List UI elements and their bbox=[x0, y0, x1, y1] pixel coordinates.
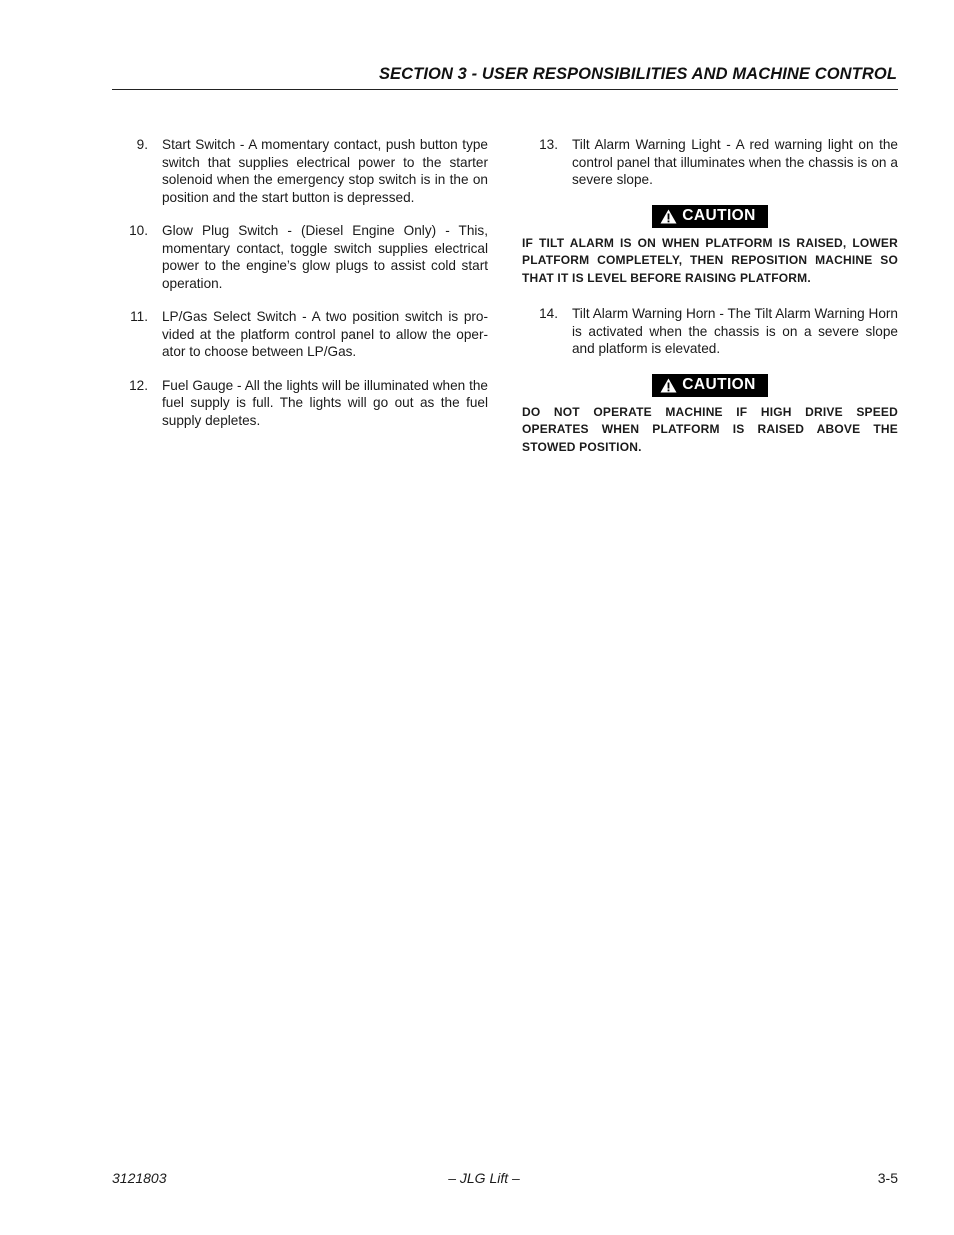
caution-block bbox=[522, 374, 898, 457]
caution-label: CAUTION bbox=[682, 207, 756, 224]
caution-badge bbox=[652, 374, 767, 397]
left-column bbox=[126, 136, 488, 445]
item-number: 14. bbox=[539, 306, 558, 321]
footer-page-number: 3-5 bbox=[877, 1170, 898, 1186]
caution-block bbox=[522, 205, 898, 288]
item-number: 10. bbox=[129, 223, 148, 238]
right-column bbox=[522, 136, 898, 474]
caution-badge-wrap bbox=[522, 205, 898, 229]
caution-text: DO NOT OPERATE MACHINE IF HIGH DRIVE SPEED OPERATES WHEN PLATFORM IS RAISED ABOVE THE STOWED POSITION. bbox=[522, 404, 898, 454]
warning-triangle-icon bbox=[660, 209, 677, 224]
list-item bbox=[126, 308, 488, 361]
item-number: 13. bbox=[539, 137, 558, 152]
list-item bbox=[536, 136, 898, 189]
item-text: Start Switch - A momentary contact, push button type switch that supplies electrical power to the starter solenoid when the emergency stop switch is in the on position and the start button is depressed. bbox=[162, 137, 488, 205]
caution-badge bbox=[652, 205, 767, 228]
footer-brand: – JLG Lift – bbox=[448, 1170, 520, 1186]
list-item bbox=[126, 377, 488, 430]
list-item bbox=[126, 222, 488, 292]
caution-text: IF TILT ALARM IS ON WHEN PLATFORM IS RAISED, LOWER PLATFORM COMPLETELY, THEN REPOSITION MACHINE SO THAT IT IS LEVEL BEFORE RAISING PLATFORM. bbox=[522, 235, 898, 285]
page-header-title: SECTION 3 - USER RESPONSIBILITIES AND MACHINE CONTROL bbox=[378, 65, 897, 83]
list-item bbox=[126, 136, 488, 206]
item-number: 12. bbox=[129, 377, 148, 393]
caution-badge-wrap bbox=[522, 374, 898, 398]
item-number: 9. bbox=[136, 137, 148, 152]
item-text: LP/Gas Select Switch - A two position switch is provided at the platform control panel to allow the operator to choose between LP/Gas. bbox=[162, 309, 488, 359]
warning-triangle-icon bbox=[660, 378, 677, 393]
caution-label: CAUTION bbox=[682, 376, 756, 393]
list-item bbox=[536, 305, 898, 358]
item-number: 11. bbox=[130, 309, 148, 324]
footer-doc-number: 3121803 bbox=[112, 1170, 167, 1186]
item-text: Tilt Alarm Warning Horn - The Tilt Alarm Warning Horn is activated when the chassis is on a severe slope and platform is elevated. bbox=[572, 306, 898, 356]
item-text: Glow Plug Switch - (Diesel Engine Only) - This, momentary contact, toggle switch supplies electrical power to the engine’s glow plugs to assist cold start operation. bbox=[162, 223, 488, 291]
item-text: Fuel Gauge - All the lights will be illuminated when the fuel supply is full. The lights will go out as the fuel supply depletes. bbox=[162, 377, 488, 428]
item-text: Tilt Alarm Warning Light - A red warning light on the control panel that illuminates when the chassis is on a severe slope. bbox=[572, 137, 898, 187]
header-rule bbox=[112, 89, 898, 90]
